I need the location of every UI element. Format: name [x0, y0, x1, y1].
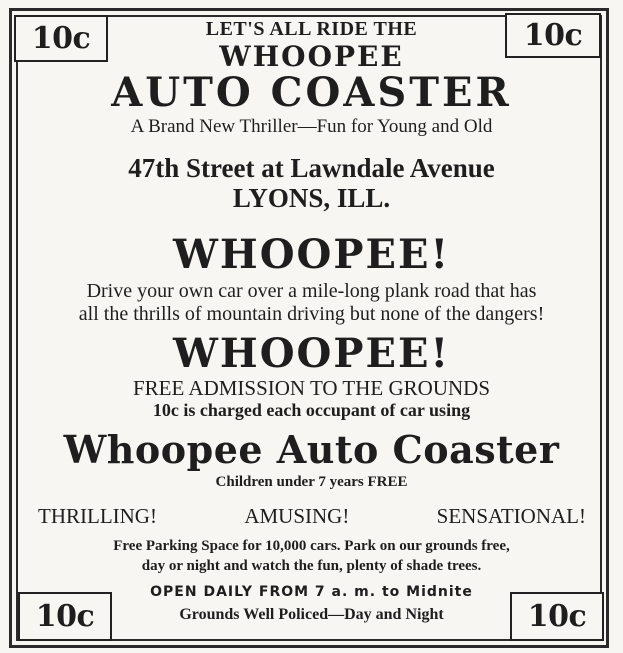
headline-intro: LET'S ALL RIDE THE	[205, 18, 418, 40]
price-box-bottom-left: 10c	[18, 592, 112, 641]
tagline: A Brand New Thriller—Fun for Young and Old	[130, 116, 493, 137]
address-street: 47th Street at Lawndale Avenue	[128, 153, 495, 183]
price-box-top-left: 10c	[14, 15, 108, 62]
adjective-thrilling: THRILLING!	[38, 504, 157, 528]
parking-line-2: day or night and watch the fun, plenty of shade trees.	[141, 558, 482, 574]
adjectives-row	[38, 504, 586, 529]
price-box-bottom-right: 10c	[510, 592, 604, 641]
children-note: Children under 7 years FREE	[215, 474, 408, 490]
headline-whoopee: WHOOPEE	[219, 40, 404, 73]
security-note: Grounds Well Policed—Day and Night	[179, 606, 444, 623]
exclamation-first: WHOOPEE!	[172, 231, 450, 278]
exclamation-second: WHOOPEE!	[172, 330, 450, 377]
description-line-2: all the thrills of mountain driving but none of the dangers!	[78, 303, 545, 325]
adjective-amusing: AMUSING!	[244, 504, 350, 528]
address-city: LYONS, ILL.	[232, 183, 391, 213]
description-line-1: Drive your own car over a mile-long plank road that has	[86, 280, 537, 302]
attraction-name: Whoopee Auto Coaster	[63, 427, 560, 472]
opening-hours: OPEN DAILY FROM 7 a. m. to Midnite	[150, 584, 473, 600]
admission-text: FREE ADMISSION TO THE GROUNDS	[132, 376, 491, 400]
price-box-top-right: 10c	[505, 13, 601, 58]
headline-auto-coaster: AUTO COASTER	[111, 69, 512, 116]
charge-note: 10c is charged each occupant of car using	[152, 400, 471, 420]
parking-line-1: Free Parking Space for 10,000 cars. Park on our grounds free,	[113, 538, 510, 554]
adjective-sensational: SENSATIONAL!	[436, 504, 586, 528]
